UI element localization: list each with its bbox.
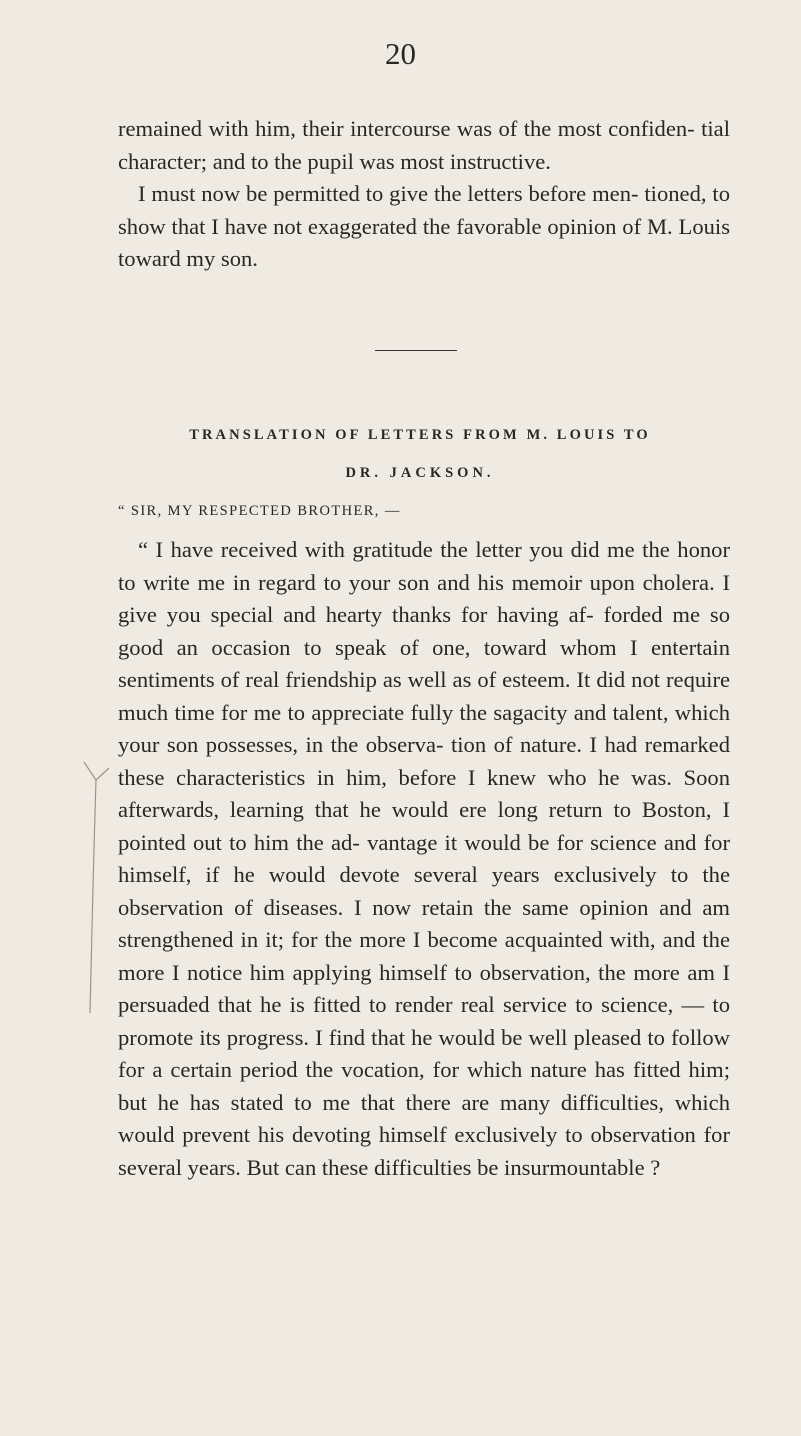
letter-paragraph: “ I have received with gratitude the letter you did me the honor to write me in regard to your son and his memoir upon cholera. I give you special and hearty thanks for having af- forded me so good an occasion to speak of one, toward whom I entertain sentiments of real friendship as well as of esteem. It did not require much time for me to appreciate fully the sagacity and talent, which your son possesses, in the observa- tion of nature. I had remarked these characteristics in him, before I knew who he was. Soon afterwards, learning that he would ere long return to Boston, I pointed out to him the ad- vantage it would be for science and for himself, if he would devote several years exclusively to the observation of diseases. I now retain the same opinion and am strengthened in it; for the more I become acquainted with, and the more I notice him applying himself to observation, the more am I persuaded that he is fitted to render real service to science, — to promote its progress. I find that he would be well pleased to follow for a certain period the vocation, for which nature has fitted him; but he has stated to me that there are many difficulties, which would prevent his devoting himself exclusively to observation for several years. But can these difficulties be insurmountable ? — [118, 537, 730, 1180]
intro-text — [118, 113, 730, 276]
letter-text — [118, 534, 730, 1184]
page-number: 20 — [385, 36, 416, 71]
margin-pencil-mark — [82, 758, 112, 1018]
letter-salutation: “ SIR, MY RESPECTED BROTHER, — — [118, 503, 401, 519]
section-heading-line-2: DR. JACKSON. — [345, 465, 495, 481]
section-divider — [375, 350, 457, 351]
section-heading-line-1: TRANSLATION OF LETTERS FROM M. LOUIS TO — [189, 427, 651, 443]
intro-paragraph-1: remained with him, their intercourse was of the most confiden- tial character; and to the pupil was most instructive. — [118, 116, 730, 174]
intro-paragraph-2: I must now be permitted to give the letters before men- tioned, to show that I have not exaggerated the favorable opinion of M. Louis toward my son. — [118, 181, 730, 271]
